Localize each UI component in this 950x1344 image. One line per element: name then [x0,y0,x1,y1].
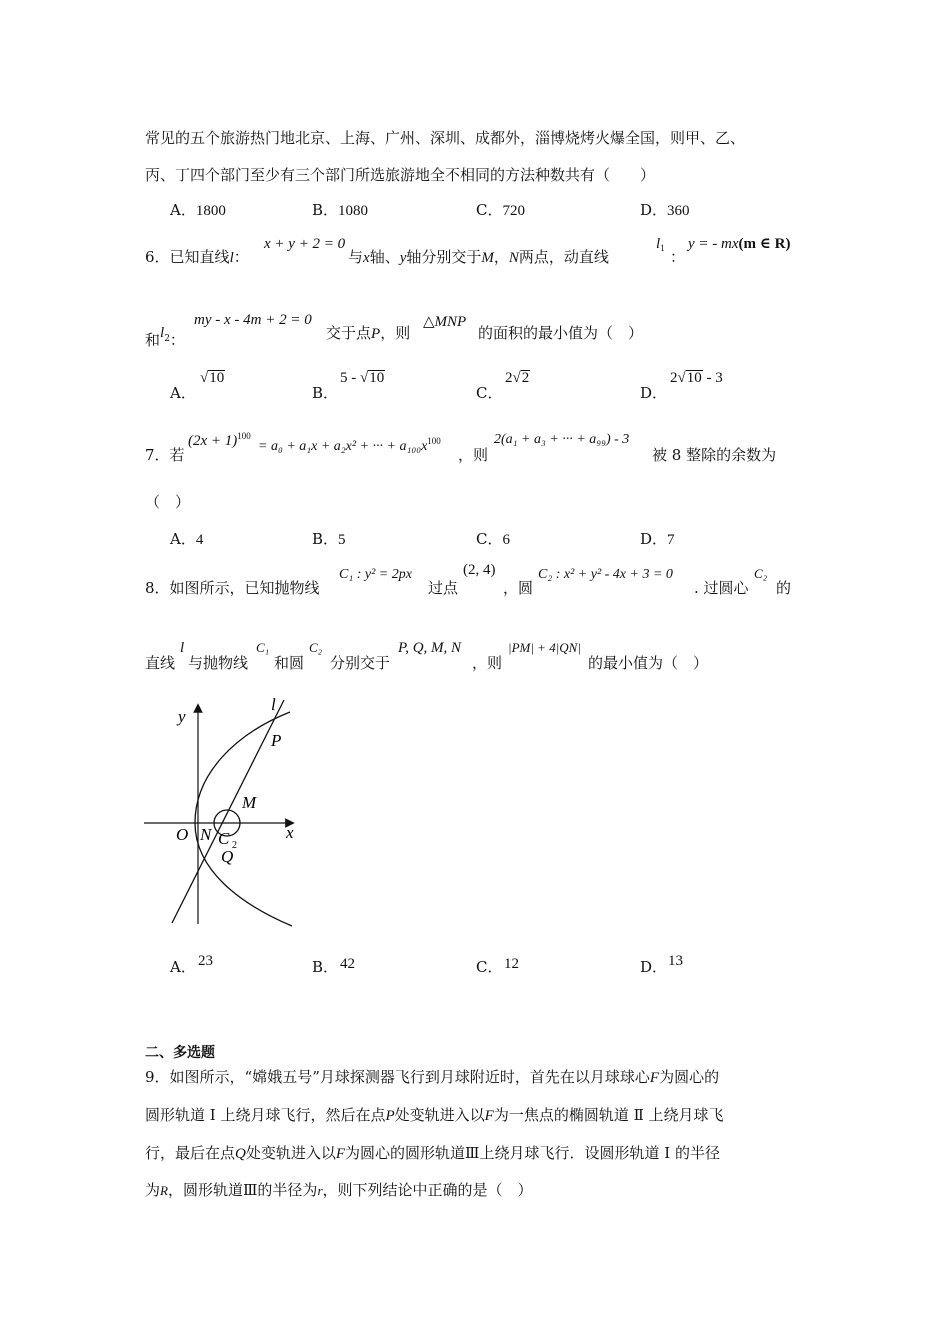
q6-line-2c: 的面积的最小值为（ ） [478,324,644,342]
q6-eq-3: my - x - 4m + 2 = 0 [194,312,312,328]
q8-text-5: 的 [776,579,792,597]
q7-eq-rhs: = a₀ + a₁x + a₂x² + ··· + $a_{100}x^{100}$ [258,436,441,454]
q6-eq-1: x + y + 2 = 0 [264,236,346,252]
q8-abs: |PM| + 4|QN| [508,640,581,655]
q6-triangle: △MNP [423,312,467,330]
q8-figure [140,692,310,932]
q6-option-c: C． [476,384,503,402]
q5-option-c: C．720 [476,201,525,219]
q8-option-a: A． [170,958,196,976]
q8-c2c: C₂ [309,640,323,655]
fig-label-x: x [286,823,294,842]
q8-option-a-value: 23 [198,953,213,969]
fig-label-y: y [178,707,186,726]
section-title-multiple-choice: 二、多选题 [145,1045,215,1061]
fig-label-p: P [271,731,282,750]
q6-eq-2: y = - mx(m ∈ R) [688,236,791,252]
q8-option-d: D． [640,958,668,976]
q6-line-2: 和$l^2$： [145,325,185,349]
fig-label-o: O [176,825,189,844]
q6-l1: $l_1$ [656,236,665,253]
q8-l: l [180,640,185,656]
q6-line-1b: 与x轴、y轴分别交于M，N两点，动直线 [348,248,609,266]
q7-expr: 2(a₁ + a₃ + ··· + a₉₉) - 3 [494,432,630,447]
fig-label-c: C [218,829,230,848]
q8-text-4: . 过圆心 [694,579,749,597]
q7-option-d: D．7 [640,530,675,548]
q8-option-d-value: 13 [668,953,683,969]
q9-line-3: 行，最后在点Q处变轨进入以F为圆心的圆形轨道Ⅲ上绕月球飞行．设圆形轨道 Ⅰ 的半径 [145,1144,720,1162]
q6-line-2b: 交于点P，则 [326,324,411,342]
q8-text-3: ，圆 [503,579,534,597]
q6-option-d-value: 2√10 - 3 [670,370,723,386]
q8-text-10: ，则 [472,654,503,672]
q9-line-2: 圆形轨道 Ⅰ 上绕月球飞行，然后在点P处变轨进入以F为一焦点的椭圆轨道 Ⅱ 上绕月球飞 [145,1106,724,1124]
q6-option-c-value: 2√2 [505,370,530,386]
q8-c1: C₁ : y² = 2px [339,567,412,582]
q8-c2: C₂ : x² + y² - 4x + 3 = 0 [538,567,673,582]
q8-c2-center: C₂ [754,566,768,581]
q7-option-c: C．6 [476,530,510,548]
q5-option-d: D．360 [640,201,690,219]
q7-then: ，则 [458,446,489,464]
q8-c1b: C₁ [256,640,270,655]
q8-option-b: B． [312,958,339,976]
q7-line-1: 7．若 [145,446,185,464]
q6-option-a-value: √10 [200,370,225,386]
q5-line-2: 丙、丁四个部门至少有三个部门所选旅游地全不相同的方法种数共有（ ） [145,166,656,184]
q8-option-b-value: 42 [340,956,355,972]
q8-points: P, Q, M, N [398,640,462,656]
fig-label-n: N [200,825,212,844]
q6-option-b-value: 5 - √10 [340,370,385,386]
q8-text-2: 过点 [428,579,459,597]
q8-text-9: 分别交于 [330,654,391,672]
q7-eq-lhs: $(2x + 1)^{100}$ [188,431,251,449]
fig-label-l: l [271,695,276,714]
q6-option-a: A． [170,384,196,402]
fig-label-q: Q [221,847,234,866]
q8-text-7: 与抛物线 [188,654,249,672]
q8-text-11: 的最小值为（ ） [588,654,709,672]
q5-line-1: 常见的五个旅游热门地北京、上海、广州、深圳、成都外，淄博烧烤火爆全国，则甲、乙、 [145,129,746,147]
fig-label-m: M [242,793,257,812]
q7-text: 被 8 整除的余数为 [652,446,777,464]
q6-colon-2: ： [670,248,686,266]
q8-option-c: C． [476,958,503,976]
q8-point: (2, 4) [463,562,496,578]
q9-line-4: 为R，圆形轨道Ⅲ的半径为r，则下列结论中正确的是（ ） [145,1181,533,1199]
q6-line-1: 6．已知直线l： [145,248,249,266]
fig-label-c-sub: 2 [232,840,237,851]
q5-option-a: A．1800 [170,201,226,219]
q6-option-b: B． [312,384,339,402]
q8-line-1: 8．如图所示，已知抛物线 [145,579,320,597]
q8-text-8: 和圆 [274,654,305,672]
q9-line-1: 9．如图所示，“嫦娥五号”月球探测器飞行到月球附近时，首先在以月球球心F为圆心的 [145,1068,720,1086]
q7-paren: （ ） [145,493,191,511]
q8-line-2: 直线 [145,654,176,672]
q7-option-a: A．4 [170,530,204,548]
line-l [172,700,284,923]
q6-option-d: D． [640,384,668,402]
q5-option-b: B．1080 [312,201,369,219]
q7-option-b: B．5 [312,530,346,548]
q8-option-c-value: 12 [504,956,519,972]
